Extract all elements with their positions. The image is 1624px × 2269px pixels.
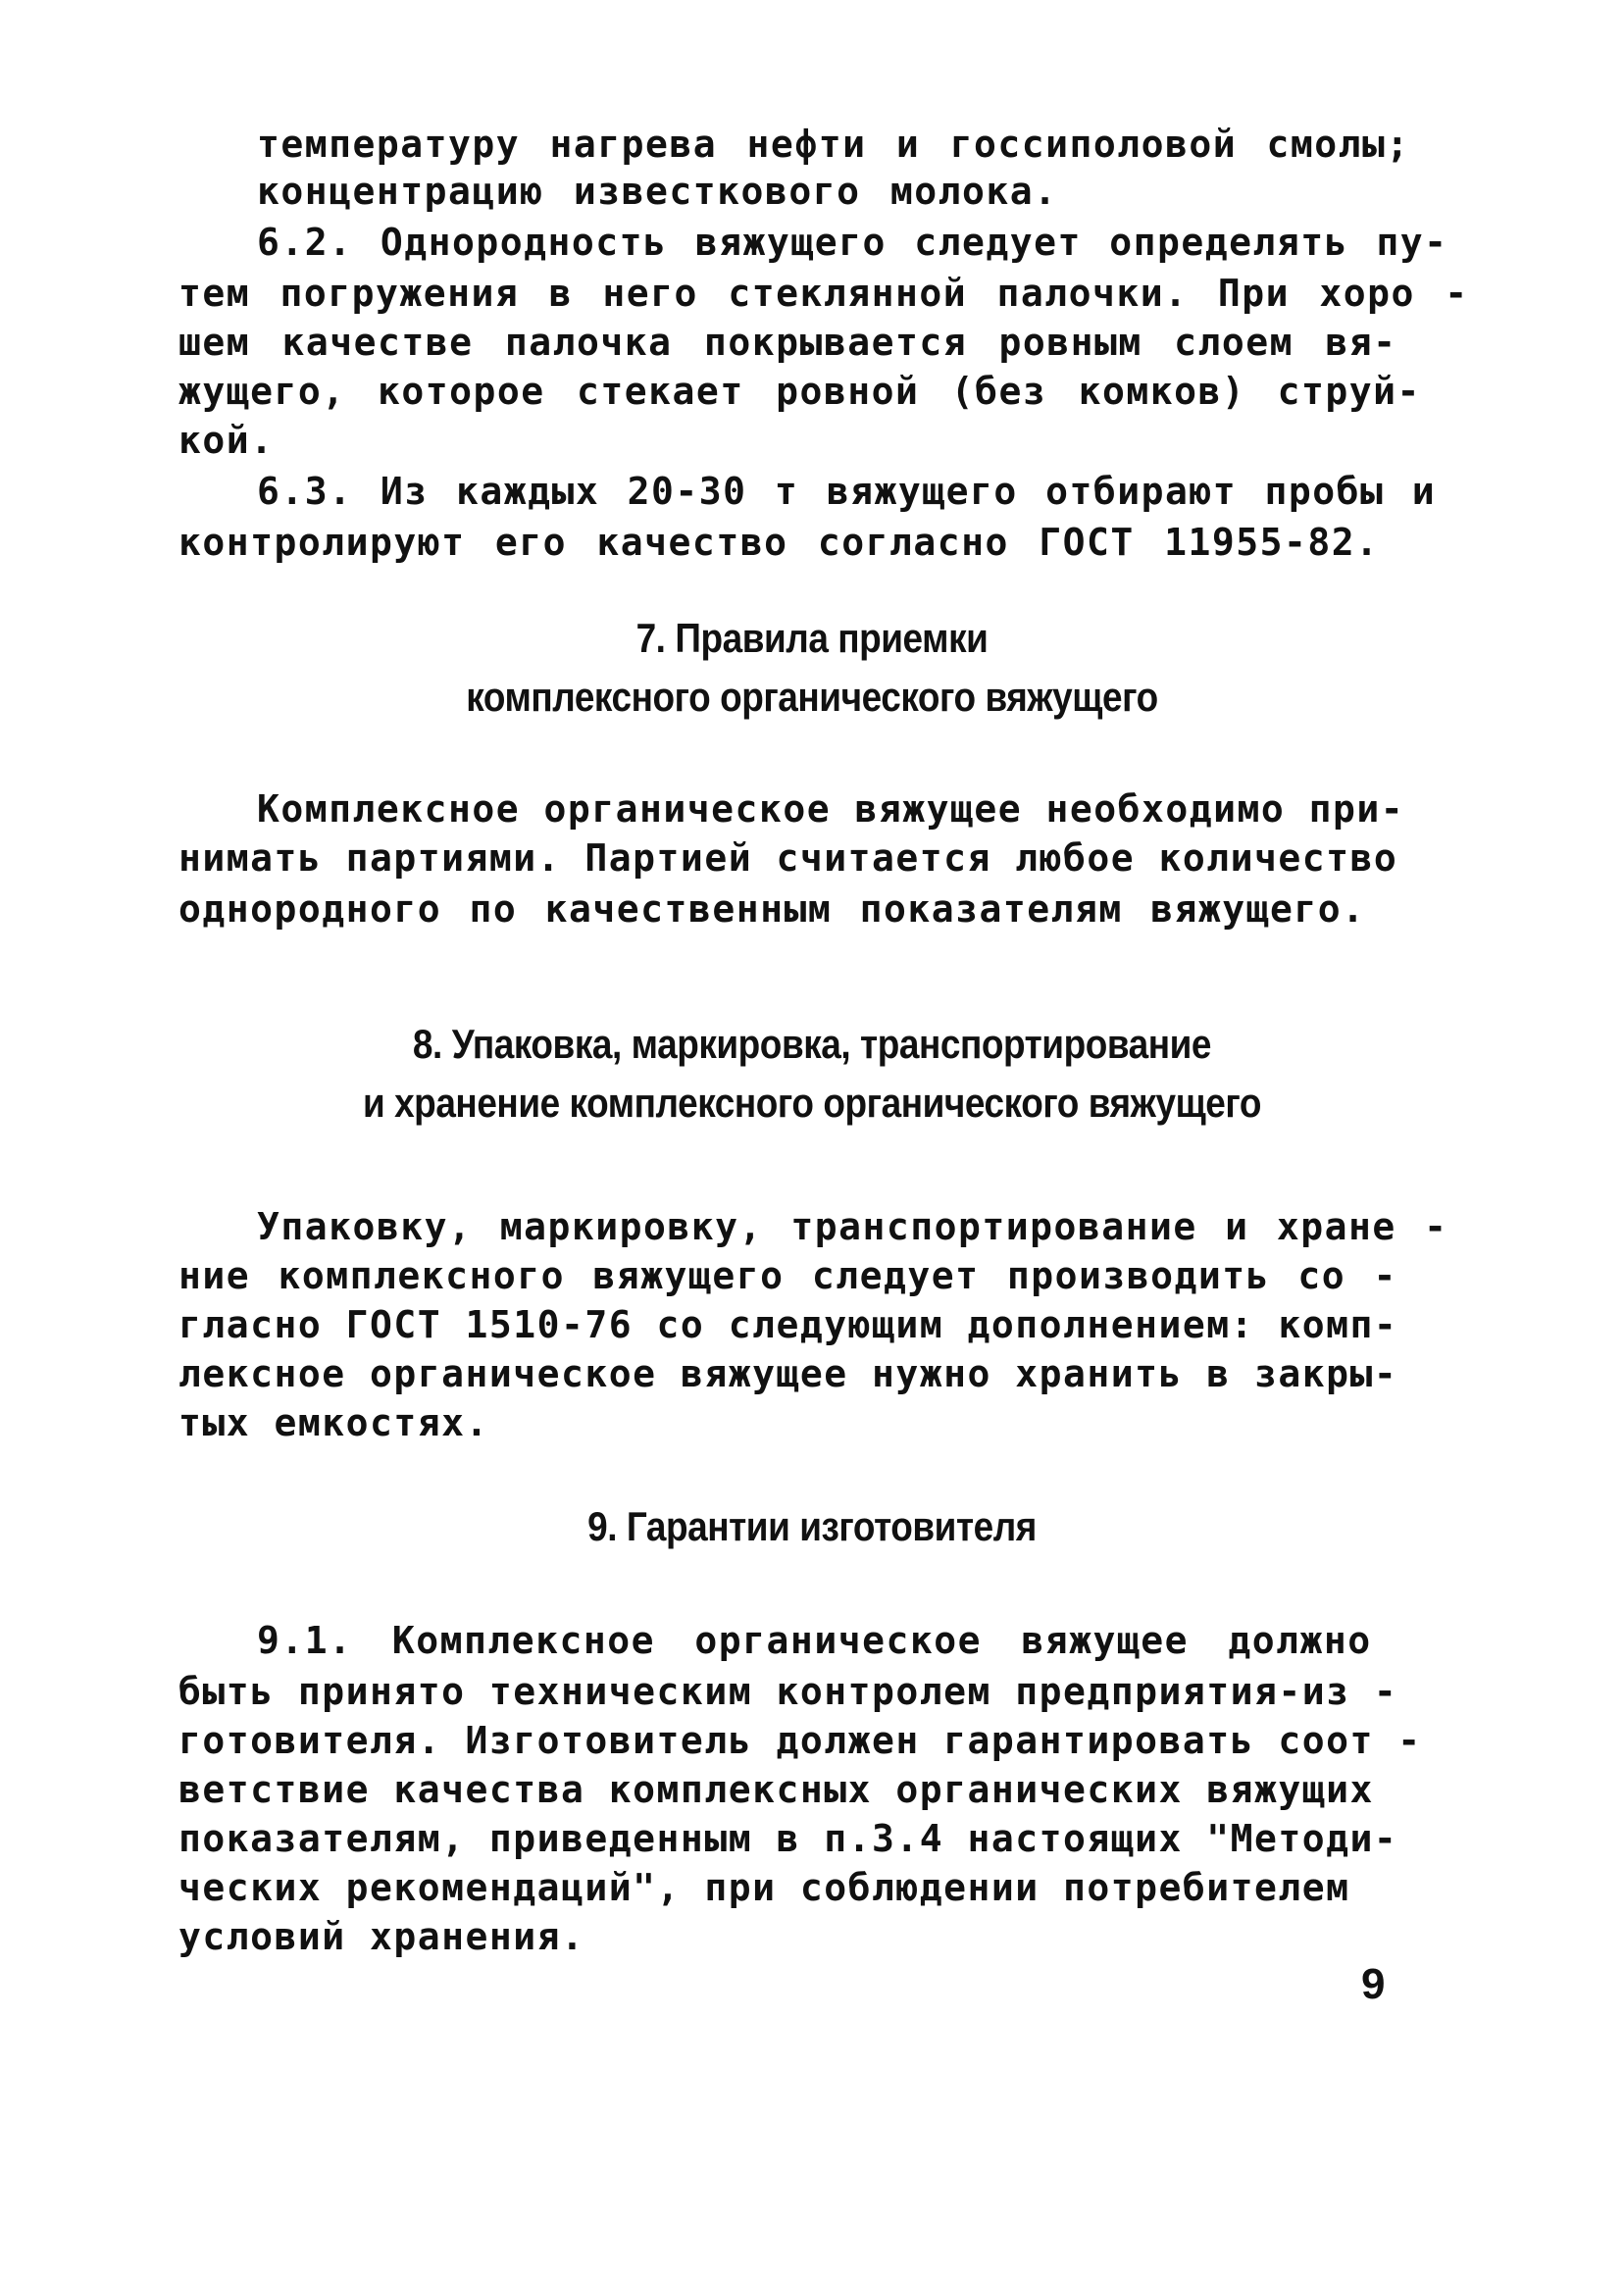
body-line: быть принято техническим контролем предприятия-из - xyxy=(178,1670,1398,1713)
body-line: Упаковку, маркировку, транспортирование и хране - xyxy=(257,1205,1448,1248)
body-line: ческих рекомендаций", при соблюдении потребителем xyxy=(178,1866,1350,1909)
body-line: шем качестве палочка покрывается ровным слоем вя- xyxy=(178,321,1397,364)
body-line: тем погружения в него стеклянной палочки. При хоро - xyxy=(178,272,1469,315)
body-line: показателям, приведенным в п.3.4 настоящих "Методи- xyxy=(178,1817,1398,1860)
body-line: температуру нагрева нефти и госсиполовой смолы; xyxy=(257,123,1410,166)
body-line: 6.2. Однородность вяжущего следует определять пу- xyxy=(257,221,1448,264)
section-8-title-line-2: и хранение комплексного органического вяжущего xyxy=(362,1080,1262,1126)
body-line: гласно ГОСТ 1510-76 со следующим дополнением: комп- xyxy=(178,1303,1398,1346)
body-line: лексное органическое вяжущее нужно хранить в закры- xyxy=(178,1352,1398,1395)
body-line: однородного по качественным показателям вяжущего. xyxy=(178,887,1366,931)
section-7-title-line-2: комплексного органического вяжущего xyxy=(466,674,1158,720)
body-line: 9.1. Комплексное органическое вяжущее должно xyxy=(257,1619,1372,1662)
section-7-title-line-1: 7. Правила приемки xyxy=(635,615,989,661)
body-line: ние комплексного вяжущего следует производить со - xyxy=(178,1254,1397,1297)
body-line: контролируют его качество согласно ГОСТ 11955-82. xyxy=(178,521,1380,564)
body-line: ветствие качества комплексных органических вяжущих xyxy=(178,1768,1374,1811)
body-line: 6.3. Из каждых 20-30 т вяжущего отбирают пробы и xyxy=(257,470,1437,513)
page-number: 9 xyxy=(1361,1960,1386,2008)
section-8-title-line-1: 8. Упаковка, маркировка, транспортирование xyxy=(412,1021,1212,1067)
body-line: концентрацию известкового молока. xyxy=(257,170,1058,213)
body-line: жущего, которое стекает ровной (без комков) струй- xyxy=(178,370,1421,413)
body-line: нимать партиями. Партией считается любое количество xyxy=(178,836,1398,880)
body-line: тых емкостях. xyxy=(178,1401,489,1444)
body-line: Комплексное органическое вяжущее необходимо при- xyxy=(257,787,1405,831)
body-line: готовителя. Изготовитель должен гарантировать соот - xyxy=(178,1719,1422,1762)
body-line: кой. xyxy=(178,419,275,462)
section-9-title: 9. Гарантии изготовителя xyxy=(587,1503,1037,1549)
body-line: условий хранения. xyxy=(178,1915,585,1958)
